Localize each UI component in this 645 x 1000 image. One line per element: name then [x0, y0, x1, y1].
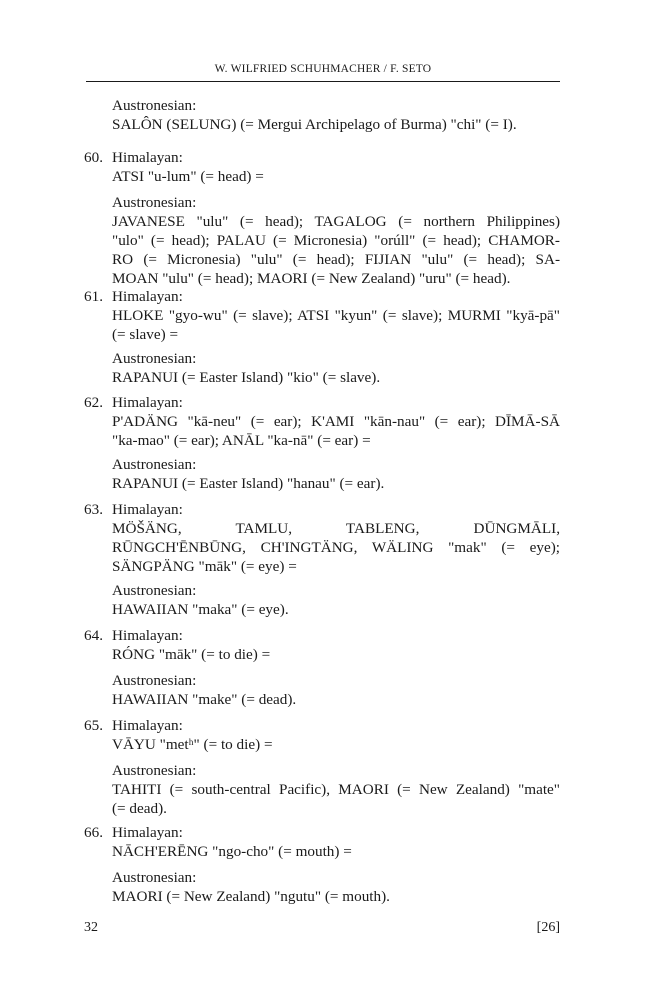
austronesian-label: Austronesian: [112, 869, 197, 886]
austronesian-line: "ulo" (= head); PALAU (= Micronesia) "orúll" (= head); CHAMOR- [112, 232, 560, 249]
himalayan-label: Himalayan: [112, 627, 183, 644]
intro-label: Austronesian: [112, 97, 197, 114]
himalayan-label: Himalayan: [112, 717, 183, 734]
himalayan-label: Himalayan: [112, 394, 183, 411]
himalayan-line: NĀCH'ERĒNG "ngo-cho" (= mouth) = [112, 843, 352, 860]
austronesian-label: Austronesian: [112, 582, 197, 599]
austronesian-line: MOAN "ulu" (= head); MAORI (= New Zealand) "uru" (= head). [112, 270, 511, 287]
himalayan-label: Himalayan: [112, 288, 183, 305]
austronesian-label: Austronesian: [112, 350, 197, 367]
himalayan-line: RÓNG "māk" (= to die) = [112, 646, 271, 663]
austronesian-line: RAPANUI (= Easter Island) "hanau" (= ear). [112, 475, 385, 492]
entry-number: 62. [84, 394, 103, 411]
austronesian-line: TAHITI (= south-central Pacific), MAORI (= New Zealand) "mate" [112, 781, 560, 798]
page-number: 32 [84, 920, 98, 935]
entry-number: 65. [84, 717, 103, 734]
entry-number: 60. [84, 149, 103, 166]
himalayan-line: RŪNGCH'ĒNBŪNG, CH'INGTÄNG, WÄLING "mak" (= eye); [112, 539, 560, 556]
himalayan-label: Himalayan: [112, 501, 183, 518]
himalayan-line: (= slave) = [112, 326, 179, 343]
himalayan-line: VĀYU "metʰ" (= to die) = [112, 736, 273, 753]
austronesian-label: Austronesian: [112, 672, 197, 689]
austronesian-line: RAPANUI (= Easter Island) "kio" (= slave). [112, 369, 381, 386]
austronesian-label: Austronesian: [112, 762, 197, 779]
himalayan-line: "ka-mao" (= ear); ANĀL "ka-nā" (= ear) = [112, 432, 371, 449]
running-header: W. WILFRIED SCHUHMACHER / F. SETO [214, 63, 432, 75]
himalayan-line: MÖŠÄNG, TAMLU, TABLENG, DŪNGMĀLI, [112, 520, 560, 537]
himalayan-line: P'ADÄNG "kā-neu" (= ear); K'AMI "kān-nau" (= ear); DĪMĀ-SĀ [112, 413, 560, 430]
entry-number: 64. [84, 627, 103, 644]
austronesian-label: Austronesian: [112, 456, 197, 473]
himalayan-label: Himalayan: [112, 824, 183, 841]
himalayan-line: HLOKE "gyo-wu" (= slave); ATSI "kyun" (= slave); MURMI "kyā-pā" [112, 307, 560, 324]
himalayan-line: ATSI "u-lum" (= head) = [112, 168, 264, 185]
austronesian-line: HAWAIIAN "maka" (= eye). [112, 601, 289, 618]
intro-text: SALÔN (SELUNG) (= Mergui Archipelago of Burma) "chi" (= I). [112, 116, 517, 133]
entry-number: 66. [84, 824, 103, 841]
austronesian-label: Austronesian: [112, 194, 197, 211]
austronesian-line: HAWAIIAN "make" (= dead). [112, 691, 297, 708]
himalayan-line: SÄNGPÄNG "māk" (= eye) = [112, 558, 297, 575]
reference-number: [26] [536, 920, 560, 935]
header-rule [86, 81, 560, 82]
austronesian-line: (= dead). [112, 800, 167, 817]
austronesian-line: RO (= Micronesia) "ulu" (= head); FIJIAN "ulu" (= head); SA- [112, 251, 560, 268]
entry-number: 61. [84, 288, 103, 305]
himalayan-label: Himalayan: [112, 149, 183, 166]
austronesian-line: JAVANESE "ulu" (= head); TAGALOG (= northern Philippines) [112, 213, 560, 230]
entry-number: 63. [84, 501, 103, 518]
austronesian-line: MAORI (= New Zealand) "ngutu" (= mouth). [112, 888, 390, 905]
